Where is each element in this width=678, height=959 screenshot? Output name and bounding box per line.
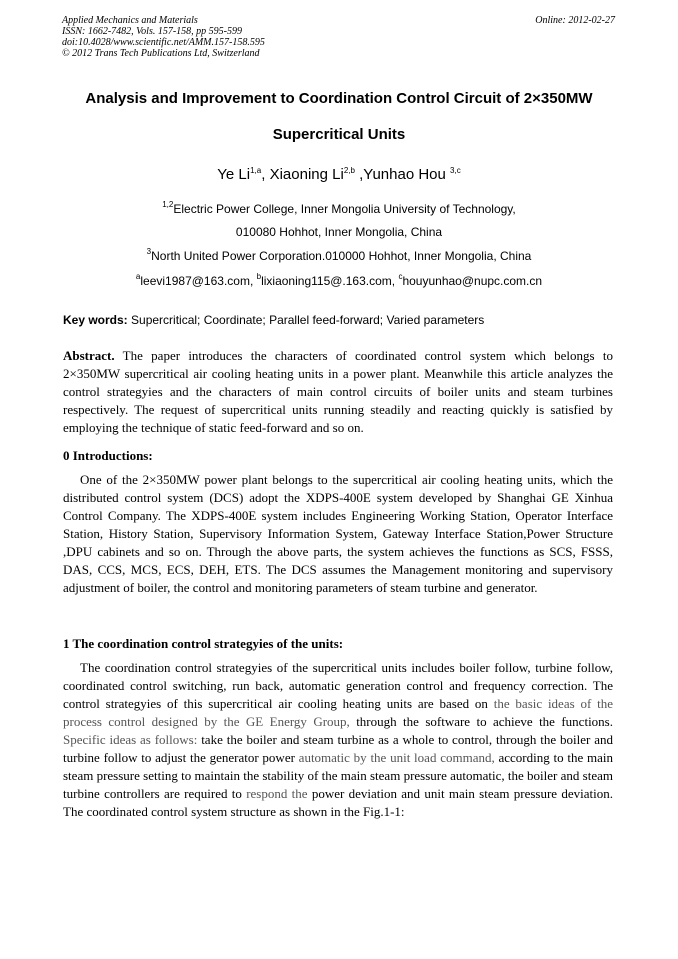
body-text: power deviation and unit main steam pressure deviation. The coordinated control system structure as shown in the Fig.1-1:	[63, 786, 613, 819]
section-1-body	[63, 659, 613, 821]
keywords-label: Key words:	[63, 313, 128, 327]
journal-name: Applied Mechanics and Materials	[62, 15, 198, 26]
affiliation-text: Electric Power College, Inner Mongolia University of Technology,	[173, 202, 516, 216]
section-1-heading: 1 The coordination control strategyies of the units:	[63, 636, 344, 651]
body-text: take the boiler and steam turbine as a whole to control, through the boiler and turbine follow to adjust the generator power	[63, 732, 613, 765]
paper-title-line1: Analysis and Improvement to Coordination Control Circuit of 2×350MW	[85, 90, 593, 107]
section-0-body: One of the 2×350MW power plant belongs to the supercritical air cooling heating units, which the distributed control system (DCS) adopt the XDPS-400E system developed by Shanghai GE Xinhua Control Company. The XDPS-400E system includes Engineering Working Station, Operator Interface Station, History Station, Supervisory Information System, Gateway Interface Station,Power Structure ,DPU cabinets and so on. Through the above parts, the system achieves the functions as SCS, FSSS, DAS, CCS, MCS, ECS, DEH, ETS. The DCS assumes the Management monitoring and supervisory adjustment of boiler, the control and monitoring parameters of steam turbine and generator.	[63, 472, 613, 595]
author-name: Yunhao Hou	[363, 166, 451, 183]
journal-copyright: © 2012 Trans Tech Publications Ltd, Switzerland	[62, 48, 260, 59]
paper-title-line2: Supercritical Units	[272, 126, 406, 143]
email-sup: a	[135, 272, 141, 281]
abstract	[63, 347, 613, 437]
online-date: Online: 2012-02-27	[535, 15, 615, 26]
body-text-gray: respond the	[246, 786, 308, 801]
keywords-text: Supercritical; Coordinate; Parallel feed-forward; Varied parameters	[127, 313, 485, 327]
author-sup: 1,a	[250, 166, 262, 175]
email: lixiaoning115@.163.com,	[261, 274, 399, 288]
journal-issn: ISSN: 1662-7482, Vols. 157-158, pp 595-599	[62, 26, 242, 37]
affiliation-sup: 1,2	[162, 200, 174, 209]
affiliation-text: North United Power Corporation.010000 Hohhot, Inner Mongolia, China	[151, 249, 532, 263]
journal-doi: doi:10.4028/www.scientific.net/AMM.157-158.595	[62, 37, 265, 48]
body-text-gray: automatic by the unit load command,	[298, 750, 495, 765]
section-0-heading: 0 Introductions:	[63, 448, 153, 463]
body-text: according to the main steam pressure setting to maintain the stability of the main steam pressure automatic, the boiler and steam turbine controllers are required to	[63, 750, 613, 801]
body-text: through the software to achieve the functions.	[349, 714, 613, 729]
body-text-gray: the basic ideas of the process control designed by the GE Energy Group,	[63, 696, 613, 729]
author-list	[0, 166, 678, 183]
abstract-text: The paper introduces the characters of coordinated control system which belongs to 2×350MW supercritical air cooling heating units in a power plant. Meanwhile this article analyzes the control strategyies and the characters of main control circuits of boiler units and steam turbines respectively. The request of supercritical units running steadily and reacting quickly is satisfied by employing the technique of static feed-forward and so on.	[63, 348, 613, 435]
email: houyunhao@nupc.com.cn	[402, 274, 543, 288]
email: leevi1987@163.com,	[140, 274, 257, 288]
body-text: The coordination control strategyies of the supercritical units includes boiler follow, turbine follow, coordinated control switching, run back, automatic generation control and frequency correction. The control strategyies of this supercritical air cooling heating units are based on	[63, 660, 613, 711]
author-name: Xiaoning Li	[269, 166, 344, 183]
journal-header	[62, 15, 265, 59]
author-sep: ,	[354, 166, 364, 183]
email-sup: b	[256, 272, 262, 281]
author-sup: 2,b	[343, 166, 355, 175]
affiliation-sup: 3	[146, 247, 152, 256]
author-name: Ye Li	[217, 166, 251, 183]
author-emails	[0, 274, 678, 288]
author-sep: ,	[261, 166, 270, 183]
body-text-gray: Specific ideas as follows:	[63, 732, 198, 747]
email-sup: c	[398, 272, 403, 281]
affiliation-1	[0, 202, 678, 216]
affiliation-3	[0, 249, 678, 263]
keywords	[63, 313, 484, 327]
abstract-label: Abstract.	[63, 348, 115, 363]
affiliation-1-line2: 010080 Hohhot, Inner Mongolia, China	[235, 225, 443, 239]
author-sup: 3,c	[450, 166, 461, 175]
